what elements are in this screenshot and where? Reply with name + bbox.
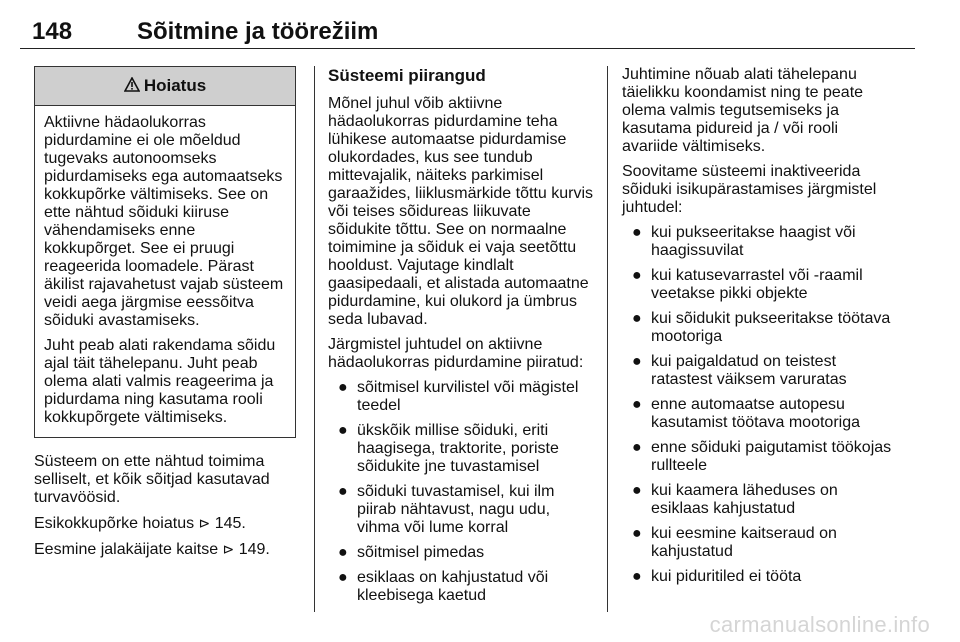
bullet-icon: ● xyxy=(632,525,642,542)
warning-paragraph: Aktiivne hädaolukorras pidurdamine ei ole mõeldud tugevaks autonoomseks pidurdamiseks ega automaatseks kokkupõrke vältimiseks. See on ette nähtud sõiduki kiiruse vähendamiseks enne kokkupõrget. See ei pruugi reageerida loomadele. Pärast äkilist rajavahetust vajab süsteem veidi aega järgmise eessõitva sõiduki avastamiseks. xyxy=(44,114,284,329)
body-paragraph: Mõnel juhul võib aktiivne hädaolukorras pidurdamine teha lühikese automaatse pidurdamise olukordades, kus see tundub mittevajalik, näiteks parkimisel garaažides, liiklusmärkide tõttu kurvis või teises sõidureas liikuvate sõidukite tõttu. See on normaalne toimimine ja sõiduk ei vaja seetõttu hooldust. Vajutage kindlalt gaasipedaali, et alistada automaatne pidurdamine, kui olukord ja ümbrus seda lubavad. xyxy=(328,95,593,328)
bullet-icon: ● xyxy=(632,353,642,370)
chapter-title: Sõitmine ja töörežiim xyxy=(137,18,379,45)
list-item: ● esiklaas on kahjustatud või kleebisega kaetud xyxy=(338,569,549,604)
cross-reference[interactable]: Esikokkupõrke hoiatus ⊳ 145. xyxy=(34,515,246,532)
list-item: ● kui eesmine kaitseraud on kahjustatud xyxy=(632,525,837,560)
list-item: ● ükskõik millise sõiduki, eriti haagisega, traktorite, poriste sõidukite jne tuvastamisel xyxy=(338,422,559,475)
watermark: carmanualsonline.info xyxy=(709,612,930,637)
bullet-icon: ● xyxy=(338,569,348,586)
page-header xyxy=(20,14,915,49)
section-heading: Süsteemi piirangud xyxy=(328,66,486,85)
list-item: ● kui piduritiled ei tööta xyxy=(632,568,802,585)
column-middle xyxy=(328,66,596,612)
column-left xyxy=(34,66,296,566)
bullet-icon: ● xyxy=(338,422,348,439)
warning-box xyxy=(34,66,296,438)
warning-header xyxy=(35,67,295,106)
page-number: 148 xyxy=(32,18,73,45)
bullet-list xyxy=(622,224,892,586)
bullet-icon: ● xyxy=(632,224,642,241)
left-body xyxy=(34,453,296,559)
list-item: ● kui kaamera läheduses on esiklaas kahjustatud xyxy=(632,482,838,517)
list-item: ● sõitmisel kurvilistel või mägistel teedel xyxy=(338,379,579,414)
list-item: ● kui paigaldatud on teistest ratastest väiksem varuratas xyxy=(632,353,847,388)
bullet-icon: ● xyxy=(632,439,642,456)
list-item: ● sõitmisel pimedas xyxy=(338,544,485,561)
bullet-icon: ● xyxy=(338,544,348,561)
body-paragraph: Süsteem on ette nähtud toimima selliselt, et kõik sõitjad kasutavad turvavöösid. xyxy=(34,453,270,506)
warning-title: Hoiatus xyxy=(143,76,207,95)
bullet-icon: ● xyxy=(632,396,642,413)
list-item: ● sõiduki tuvastamisel, kui ilm piirab nähtavust, nagu udu, vihma või lume korral xyxy=(338,483,555,536)
list-item: ● kui sõidukit pukseeritakse töötava mootoriga xyxy=(632,310,891,345)
column-right xyxy=(622,66,892,593)
column-divider xyxy=(314,66,315,612)
list-item: ● enne sõiduki paigutamist töökojas rullteele xyxy=(632,439,892,474)
body-paragraph: Järgmistel juhtudel on aktiivne hädaolukorras pidurdamine piiratud: xyxy=(328,336,584,371)
warning-triangle-icon xyxy=(124,77,140,96)
column-divider xyxy=(607,66,608,612)
list-item: ● kui katusevarrastel või -raamil veetakse pikki objekte xyxy=(632,267,863,302)
reference-arrow-icon: ⊳ xyxy=(198,515,211,531)
bullet-icon: ● xyxy=(632,568,642,585)
bullet-list xyxy=(328,379,596,605)
body-paragraph: Soovitame süsteemi inaktiveerida sõiduki isikupärastamises järgmistel juhtudel: xyxy=(622,163,877,216)
bullet-icon: ● xyxy=(632,267,642,284)
cross-reference[interactable]: Eesmine jalakäijate kaitse ⊳ 149. xyxy=(34,541,270,558)
list-item: ● enne automaatse autopesu kasutamist töötava mootoriga xyxy=(632,396,860,431)
warning-paragraph: Juht peab alati rakendama sõidu ajal täit tähelepanu. Juht peab olema alati valmis reageerima ja pidurdama ning kasutama rooli kokkupõrgete vältimiseks. xyxy=(44,337,276,426)
warning-body xyxy=(35,106,295,437)
bullet-icon: ● xyxy=(632,310,642,327)
reference-arrow-icon: ⊳ xyxy=(222,541,235,557)
bullet-icon: ● xyxy=(632,482,642,499)
body-paragraph: Juhtimine nõuab alati tähelepanu täielikku koondamist ning te peate olema valmis tegutsemiseks ja kasutama pidureid ja / või rooli avariide vältimiseks. xyxy=(622,66,864,155)
list-item: ● kui pukseeritakse haagist või haagissuvilat xyxy=(632,224,856,259)
bullet-icon: ● xyxy=(338,483,348,500)
bullet-icon: ● xyxy=(338,379,348,396)
